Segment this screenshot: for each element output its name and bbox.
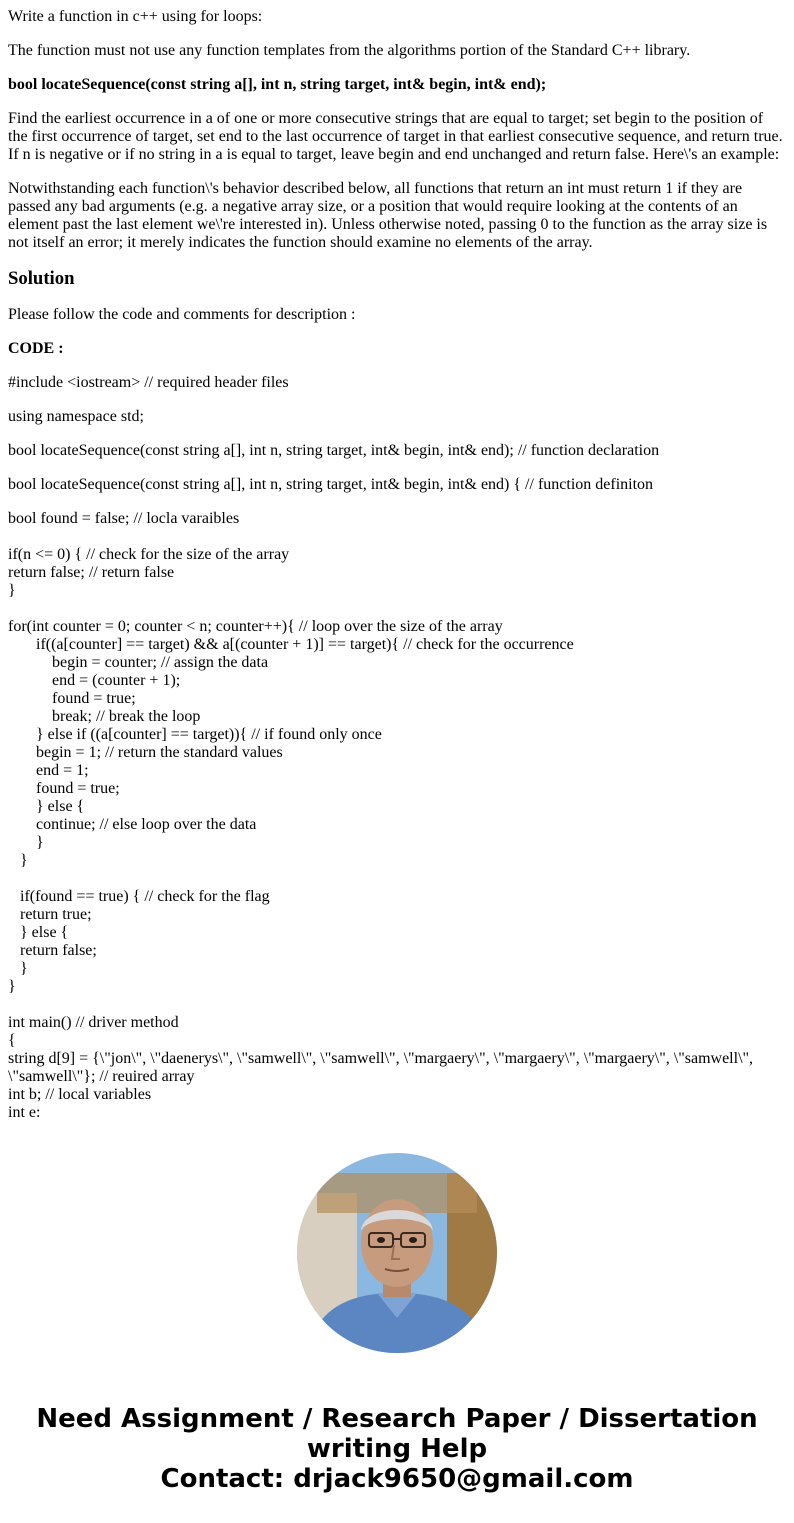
code-line: } xyxy=(8,852,28,869)
code-line: found = true; xyxy=(8,690,136,707)
code-line: int e: xyxy=(8,1104,41,1121)
question-description: Find the earliest occurrence in a of one or more consecutive strings that are equal to target; set begin to the position of the first occurrence of target, set end to the last occurrence of target in that earliest consecutive sequence, and return true. If n is negative or if no string in a is equal to target, leave begin and end unchanged and return false. Here\'s an example: xyxy=(8,110,783,163)
code-return-block xyxy=(8,888,786,996)
code-line: { xyxy=(8,1032,16,1049)
code-main-block xyxy=(8,1014,786,1122)
code-line: end = 1; xyxy=(8,762,89,779)
code-line: } else { xyxy=(8,798,85,815)
code-line: } else { xyxy=(8,924,69,941)
solution-heading: Solution xyxy=(8,268,75,289)
code-check-block xyxy=(8,546,786,600)
code-line: return false; // return false xyxy=(8,564,175,581)
author-photo xyxy=(297,1153,497,1353)
banner-line-1: Need Assignment / Research Paper / Dissertation xyxy=(36,1404,758,1434)
code-line: if((a[counter] == target) && a[(counter + 1)] == target){ // check for the occurrence xyxy=(8,636,574,653)
code-loop-block xyxy=(8,618,786,870)
code-line: if(found == true) { // check for the flag xyxy=(8,888,270,905)
code-line: begin = 1; // return the standard values xyxy=(8,744,283,761)
code-line: } xyxy=(8,960,28,977)
code-label: CODE : xyxy=(8,340,64,357)
code-line: } xyxy=(8,834,44,851)
code-include: #include <iostream> // required header files xyxy=(8,374,289,391)
code-line: end = (counter + 1); xyxy=(8,672,181,689)
code-line: return false; xyxy=(8,942,97,959)
banner-line-2: writing Help xyxy=(306,1434,488,1464)
function-signature: bool locateSequence(const string a[], int n, string target, int& begin, int& end); xyxy=(8,76,547,93)
promo-banner xyxy=(0,1404,794,1494)
question-intro: Write a function in c++ using for loops: xyxy=(8,8,263,25)
code-line: } xyxy=(8,978,16,995)
solution-intro: Please follow the code and comments for description : xyxy=(8,306,356,323)
code-line: continue; // else loop over the data xyxy=(8,816,257,833)
code-line: begin = counter; // assign the data xyxy=(8,654,269,671)
code-locals: bool found = false; // locla varaibles xyxy=(8,510,240,527)
code-line: string d[9] = {\"jon\", \"daenerys\", \"samwell\", \"samwell\", \"margaery\", \"margaery\", \"margaery\", \"samwell\", \"samwell\"}; // reuired array xyxy=(8,1050,754,1085)
code-line: return true; xyxy=(8,906,92,923)
code-definition: bool locateSequence(const string a[], int n, string target, int& begin, int& end) { // function definiton xyxy=(8,476,654,493)
code-line: int main() // driver method xyxy=(8,1014,179,1031)
code-namespace: using namespace std; xyxy=(8,408,144,425)
code-line: if(n <= 0) { // check for the size of the array xyxy=(8,546,290,563)
code-line: } else if ((a[counter] == target)){ // if found only once xyxy=(8,726,382,743)
code-declaration: bool locateSequence(const string a[], int n, string target, int& begin, int& end); // function declaration xyxy=(8,442,660,459)
code-line: int b; // local variables xyxy=(8,1086,152,1103)
banner-contact: Contact: drjack9650@gmail.com xyxy=(160,1464,634,1494)
code-line: for(int counter = 0; counter < n; counter++){ // loop over the size of the array xyxy=(8,618,503,635)
question-notes: Notwithstanding each function\'s behavior described below, all functions that return an int must return 1 if they are passed any bad arguments (e.g. a negative array size, or a position that would require looking at the contents of an element past the last element we\'re interested in). Unless otherwise noted, passing 0 to the function as the array size is not itself an error; it merely indicates the function should examine no elements of the array. xyxy=(8,180,768,251)
portrait-image xyxy=(297,1153,497,1353)
code-line: } xyxy=(8,582,16,599)
code-line: found = true; xyxy=(8,780,120,797)
question-restriction: The function must not use any function templates from the algorithms portion of the Standard C++ library. xyxy=(8,42,691,59)
code-line: break; // break the loop xyxy=(8,708,201,725)
